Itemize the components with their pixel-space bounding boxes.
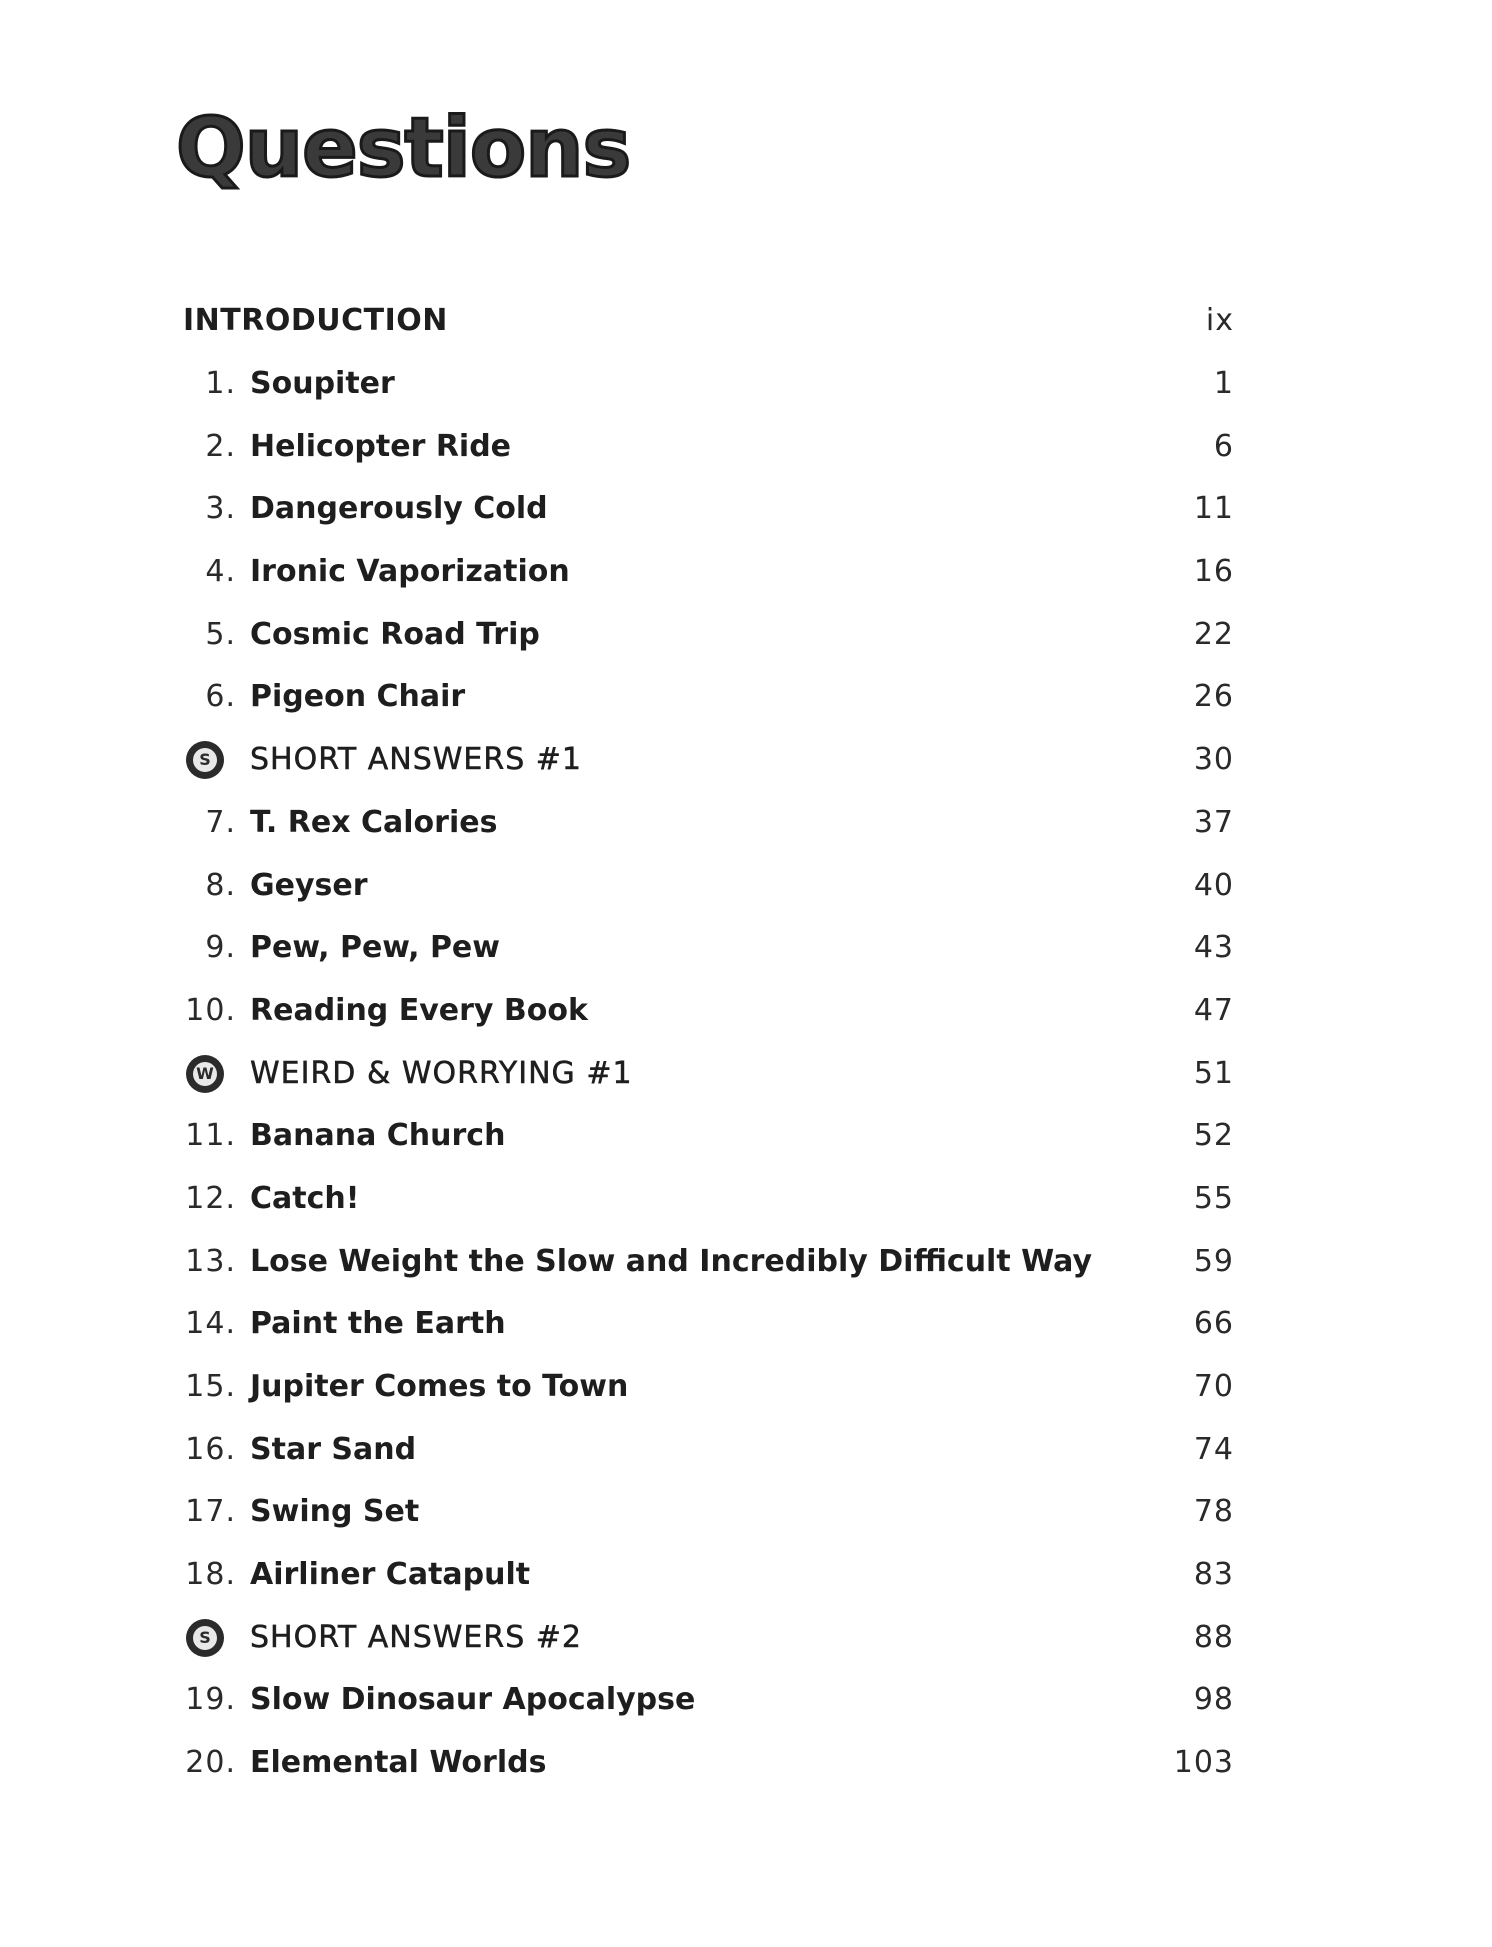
toc-section-entry[interactable] <box>0 1042 1492 1105</box>
toc-chapter-entry[interactable] <box>0 1418 1492 1481</box>
entry-title: Paint the Earth <box>250 1306 506 1342</box>
toc-chapter-entry[interactable] <box>0 1544 1492 1607</box>
entry-title: Swing Set <box>250 1494 420 1530</box>
page-number: 47 <box>1193 992 1234 1028</box>
entry-title: Pigeon Chair <box>250 679 466 715</box>
entry-title: T. Rex Calories <box>250 804 498 840</box>
chapter-number: 10. <box>185 992 236 1028</box>
chapter-number: 1. <box>205 366 236 402</box>
entry-title: Airliner Catapult <box>250 1557 531 1593</box>
page-number: 30 <box>1193 742 1234 778</box>
toc-chapter-entry[interactable] <box>0 541 1492 604</box>
chapter-number: 18. <box>185 1557 236 1593</box>
chapter-number: 16. <box>185 1431 236 1467</box>
entry-title: SHORT ANSWERS #1 <box>250 742 583 778</box>
chapter-number: 19. <box>185 1682 236 1718</box>
toc-section-entry[interactable] <box>0 1606 1492 1669</box>
page-number: 16 <box>1193 554 1234 590</box>
toc-chapter-entry[interactable] <box>0 1230 1492 1293</box>
page-number: 74 <box>1193 1431 1234 1467</box>
page-number: 6 <box>1213 428 1234 464</box>
page-number: 98 <box>1193 1682 1234 1718</box>
page-number: 70 <box>1193 1369 1234 1405</box>
toc-chapter-entry[interactable] <box>0 854 1492 917</box>
entry-title: WEIRD & WORRYING #1 <box>250 1055 633 1091</box>
entry-title: Pew, Pew, Pew <box>250 930 500 966</box>
page-number: ix <box>1205 303 1234 339</box>
entry-title: Dangerously Cold <box>250 491 548 527</box>
toc-chapter-entry[interactable] <box>0 1293 1492 1356</box>
chapter-number: 8. <box>205 867 236 903</box>
page-number: 52 <box>1193 1118 1234 1154</box>
toc-chapter-entry[interactable] <box>0 603 1492 666</box>
entry-title: Jupiter Comes to Town <box>250 1369 629 1405</box>
toc-chapter-entry[interactable] <box>0 1168 1492 1231</box>
entry-title: SHORT ANSWERS #2 <box>250 1619 583 1655</box>
entry-title: Catch! <box>250 1180 360 1216</box>
badge-letter: S <box>193 1626 217 1650</box>
page-number: 37 <box>1193 804 1234 840</box>
chapter-number: 14. <box>185 1306 236 1342</box>
entry-title: Banana Church <box>250 1118 506 1154</box>
chapter-number: 20. <box>185 1745 236 1781</box>
chapter-number: 9. <box>205 930 236 966</box>
short-answers-badge-icon <box>186 741 224 779</box>
chapter-number: 6. <box>205 679 236 715</box>
entry-title: Slow Dinosaur Apocalypse <box>250 1682 696 1718</box>
badge-letter: S <box>193 748 217 772</box>
page-number: 43 <box>1193 930 1234 966</box>
toc-intro-entry[interactable] <box>0 290 1492 353</box>
entry-title: Reading Every Book <box>250 992 588 1028</box>
page-number: 51 <box>1193 1055 1234 1091</box>
entry-title: Ironic Vaporization <box>250 554 570 590</box>
toc-chapter-entry[interactable] <box>0 415 1492 478</box>
page-number: 88 <box>1193 1619 1234 1655</box>
chapter-number: 7. <box>205 804 236 840</box>
toc-chapter-entry[interactable] <box>0 666 1492 729</box>
chapter-number: 11. <box>185 1118 236 1154</box>
page-number: 83 <box>1193 1557 1234 1593</box>
toc-chapter-entry[interactable] <box>0 1732 1492 1795</box>
entry-title: Star Sand <box>250 1431 417 1467</box>
entry-title: Lose Weight the Slow and Incredibly Difficult Way <box>250 1243 1093 1279</box>
page-number: 26 <box>1193 679 1234 715</box>
badge-letter: W <box>193 1062 217 1086</box>
table-of-contents <box>0 290 1492 1795</box>
entry-title: Cosmic Road Trip <box>250 616 540 652</box>
toc-chapter-entry[interactable] <box>0 1669 1492 1732</box>
page-number: 103 <box>1173 1745 1234 1781</box>
chapter-number: 15. <box>185 1369 236 1405</box>
page-number: 78 <box>1193 1494 1234 1530</box>
toc-chapter-entry[interactable] <box>0 917 1492 980</box>
weird-worrying-badge-icon <box>186 1055 224 1093</box>
chapter-number: 4. <box>205 554 236 590</box>
toc-chapter-entry[interactable] <box>0 980 1492 1043</box>
chapter-number: 5. <box>205 616 236 652</box>
toc-chapter-entry[interactable] <box>0 353 1492 416</box>
toc-chapter-entry[interactable] <box>0 1105 1492 1168</box>
chapter-number: 2. <box>205 428 236 464</box>
entry-title: Geyser <box>250 867 368 903</box>
chapter-number: 17. <box>185 1494 236 1530</box>
short-answers-badge-icon <box>186 1619 224 1657</box>
page-number: 59 <box>1193 1243 1234 1279</box>
page-number: 66 <box>1193 1306 1234 1342</box>
entry-title: Elemental Worlds <box>250 1745 547 1781</box>
chapter-number: 13. <box>185 1243 236 1279</box>
page-number: 55 <box>1193 1180 1234 1216</box>
page-number: 22 <box>1193 616 1234 652</box>
page-number: 40 <box>1193 867 1234 903</box>
toc-chapter-entry[interactable] <box>0 1356 1492 1419</box>
toc-chapter-entry[interactable] <box>0 792 1492 855</box>
entry-title: Helicopter Ride <box>250 428 512 464</box>
toc-section-entry[interactable] <box>0 729 1492 792</box>
chapter-number: 12. <box>185 1180 236 1216</box>
entry-title: INTRODUCTION <box>183 303 448 339</box>
page-number: 11 <box>1193 491 1234 527</box>
page-number: 1 <box>1213 366 1234 402</box>
chapter-number: 3. <box>205 491 236 527</box>
toc-chapter-entry[interactable] <box>0 478 1492 541</box>
entry-title: Soupiter <box>250 366 395 402</box>
page-title: Questions <box>176 101 631 196</box>
toc-chapter-entry[interactable] <box>0 1481 1492 1544</box>
